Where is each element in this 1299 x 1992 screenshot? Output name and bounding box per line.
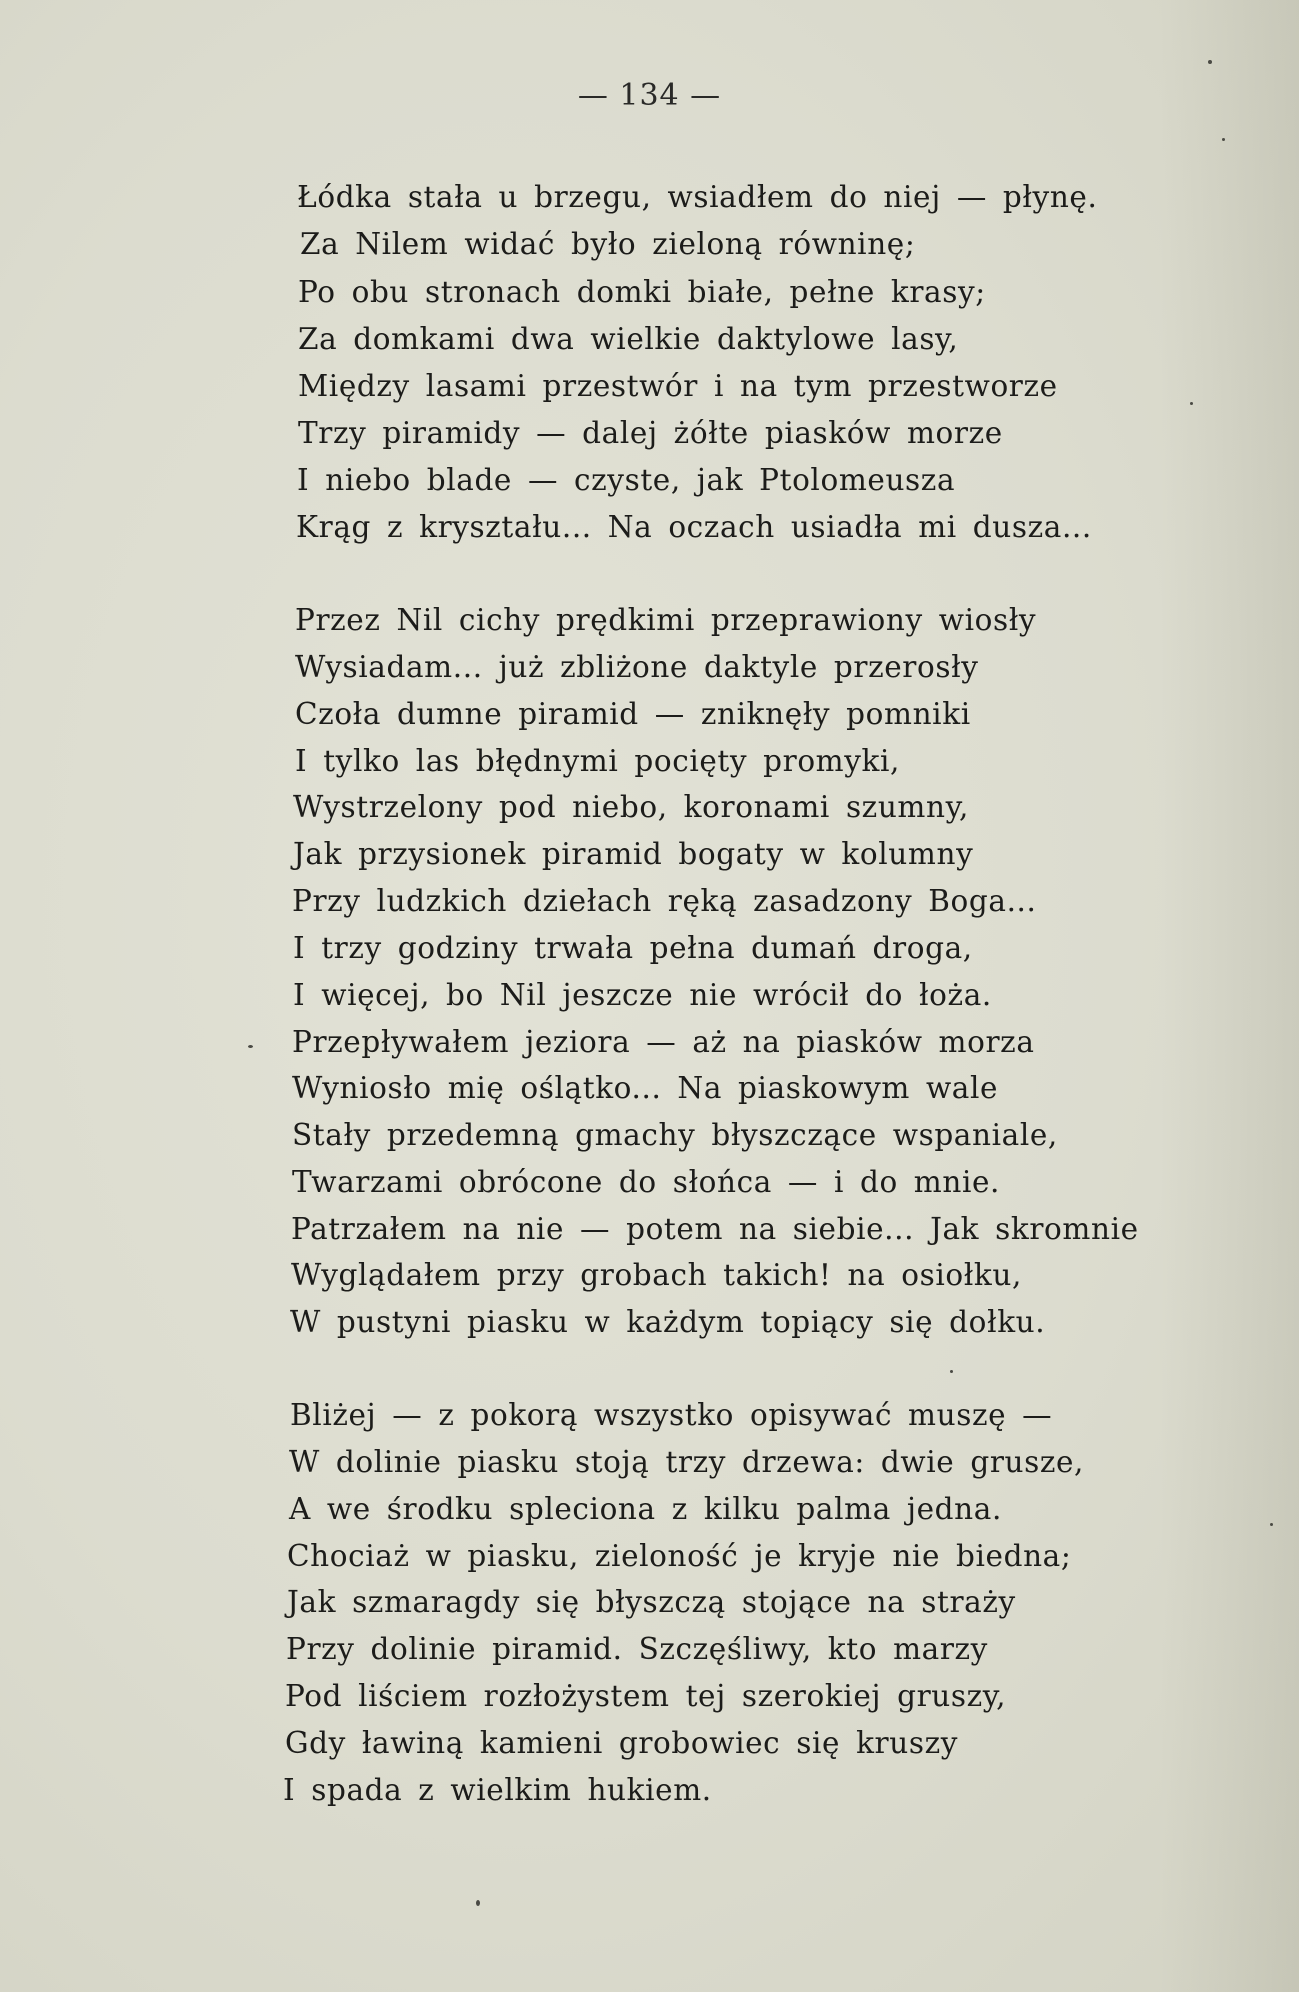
poem-line: Za Nilem widać było zieloną równinę; [300,227,916,261]
poem-line: Krąg z kryształu... Na oczach usiadła mi dusza... [296,510,1092,544]
poem-line: Przy dolinie piramid. Szczęśliwy, kto marzy [286,1632,988,1666]
poem-line: I niebo blade — czyste, jak Ptolomeusza [297,463,956,497]
scan-speck [1222,138,1225,141]
poem-line: I trzy godziny trwała pełna dumań droga, [293,931,973,965]
poem-line: Patrzałem na nie — potem na siebie... Jak skromnie [291,1212,1139,1246]
poem-line: Wystrzelony pod niebo, koronami szumny, [293,790,969,824]
poem-line: Za domkami dwa wielkie daktylowe lasy, [298,322,959,356]
poem-line: Trzy piramidy — dalej żółte piasków morze [298,416,1003,450]
poem-line: Jak szmaragdy się błyszczą stojące na straży [287,1585,1016,1619]
poem-line: W dolinie piasku stoją trzy drzewa: dwie grusze, [289,1445,1085,1479]
scan-speck [1208,60,1212,64]
poem-line: Bliżej — z pokorą wszystko opisywać muszę — [290,1398,1053,1432]
poem-line: Przepływałem jeziora — aż na piasków morza [292,1025,1035,1059]
poem-line: Wyglądałem przy grobach takich! na osiołku, [291,1258,1022,1292]
scan-speck [476,1900,480,1906]
poem-line: I tylko las błędnymi pocięty promyki, [295,744,901,778]
poem-line: A we środku spleciona z kilku palma jedna. [289,1492,1002,1526]
poem-line: Łódka stała u brzegu, wsiadłem do niej — płynę. [297,180,1098,214]
poem-line: Przez Nil cichy prędkimi przeprawiony wiosły [295,603,1037,637]
poem-line: Gdy ławiną kamieni grobowiec się kruszy [285,1726,959,1760]
poem-line: Twarzami obrócone do słońca — i do mnie. [292,1165,1001,1199]
poem-line: Jak przysionek piramid bogaty w kolumny [293,837,974,871]
poem-line: W pustyni piasku w każdym topiący się dołku. [290,1305,1046,1339]
poem-line: Chociaż w piasku, zieloność je kryje nie biedna; [287,1539,1072,1573]
poem-line: Pod liściem rozłożystem tej szerokiej gruszy, [285,1679,1007,1713]
scan-speck [1190,402,1193,405]
scan-speck [1270,1523,1273,1526]
poem-line: Wysiadam... już zbliżone daktyle przerosły [295,650,979,684]
poem-line: Między lasami przestwór i na tym przestworze [298,369,1058,403]
poem-line: Po obu stronach domki białe, pełne krasy; [298,275,986,309]
poem-line: Czoła dumne piramid — zniknęły pomniki [295,697,971,731]
page-number: — 134 — [577,78,722,113]
scan-speck [248,1045,253,1048]
poem-line: Stały przedemną gmachy błyszczące wspaniale, [292,1118,1058,1152]
poem-line: Przy ludzkich dziełach ręką zasadzony Boga... [292,884,1037,918]
poem-line: I spada z wielkim hukiem. [283,1773,712,1807]
poem-line: Wyniosło mię oślątko... Na piaskowym wale [292,1071,999,1105]
scan-speck [950,1370,953,1373]
poem-line: I więcej, bo Nil jeszcze nie wrócił do łoża. [293,978,992,1012]
